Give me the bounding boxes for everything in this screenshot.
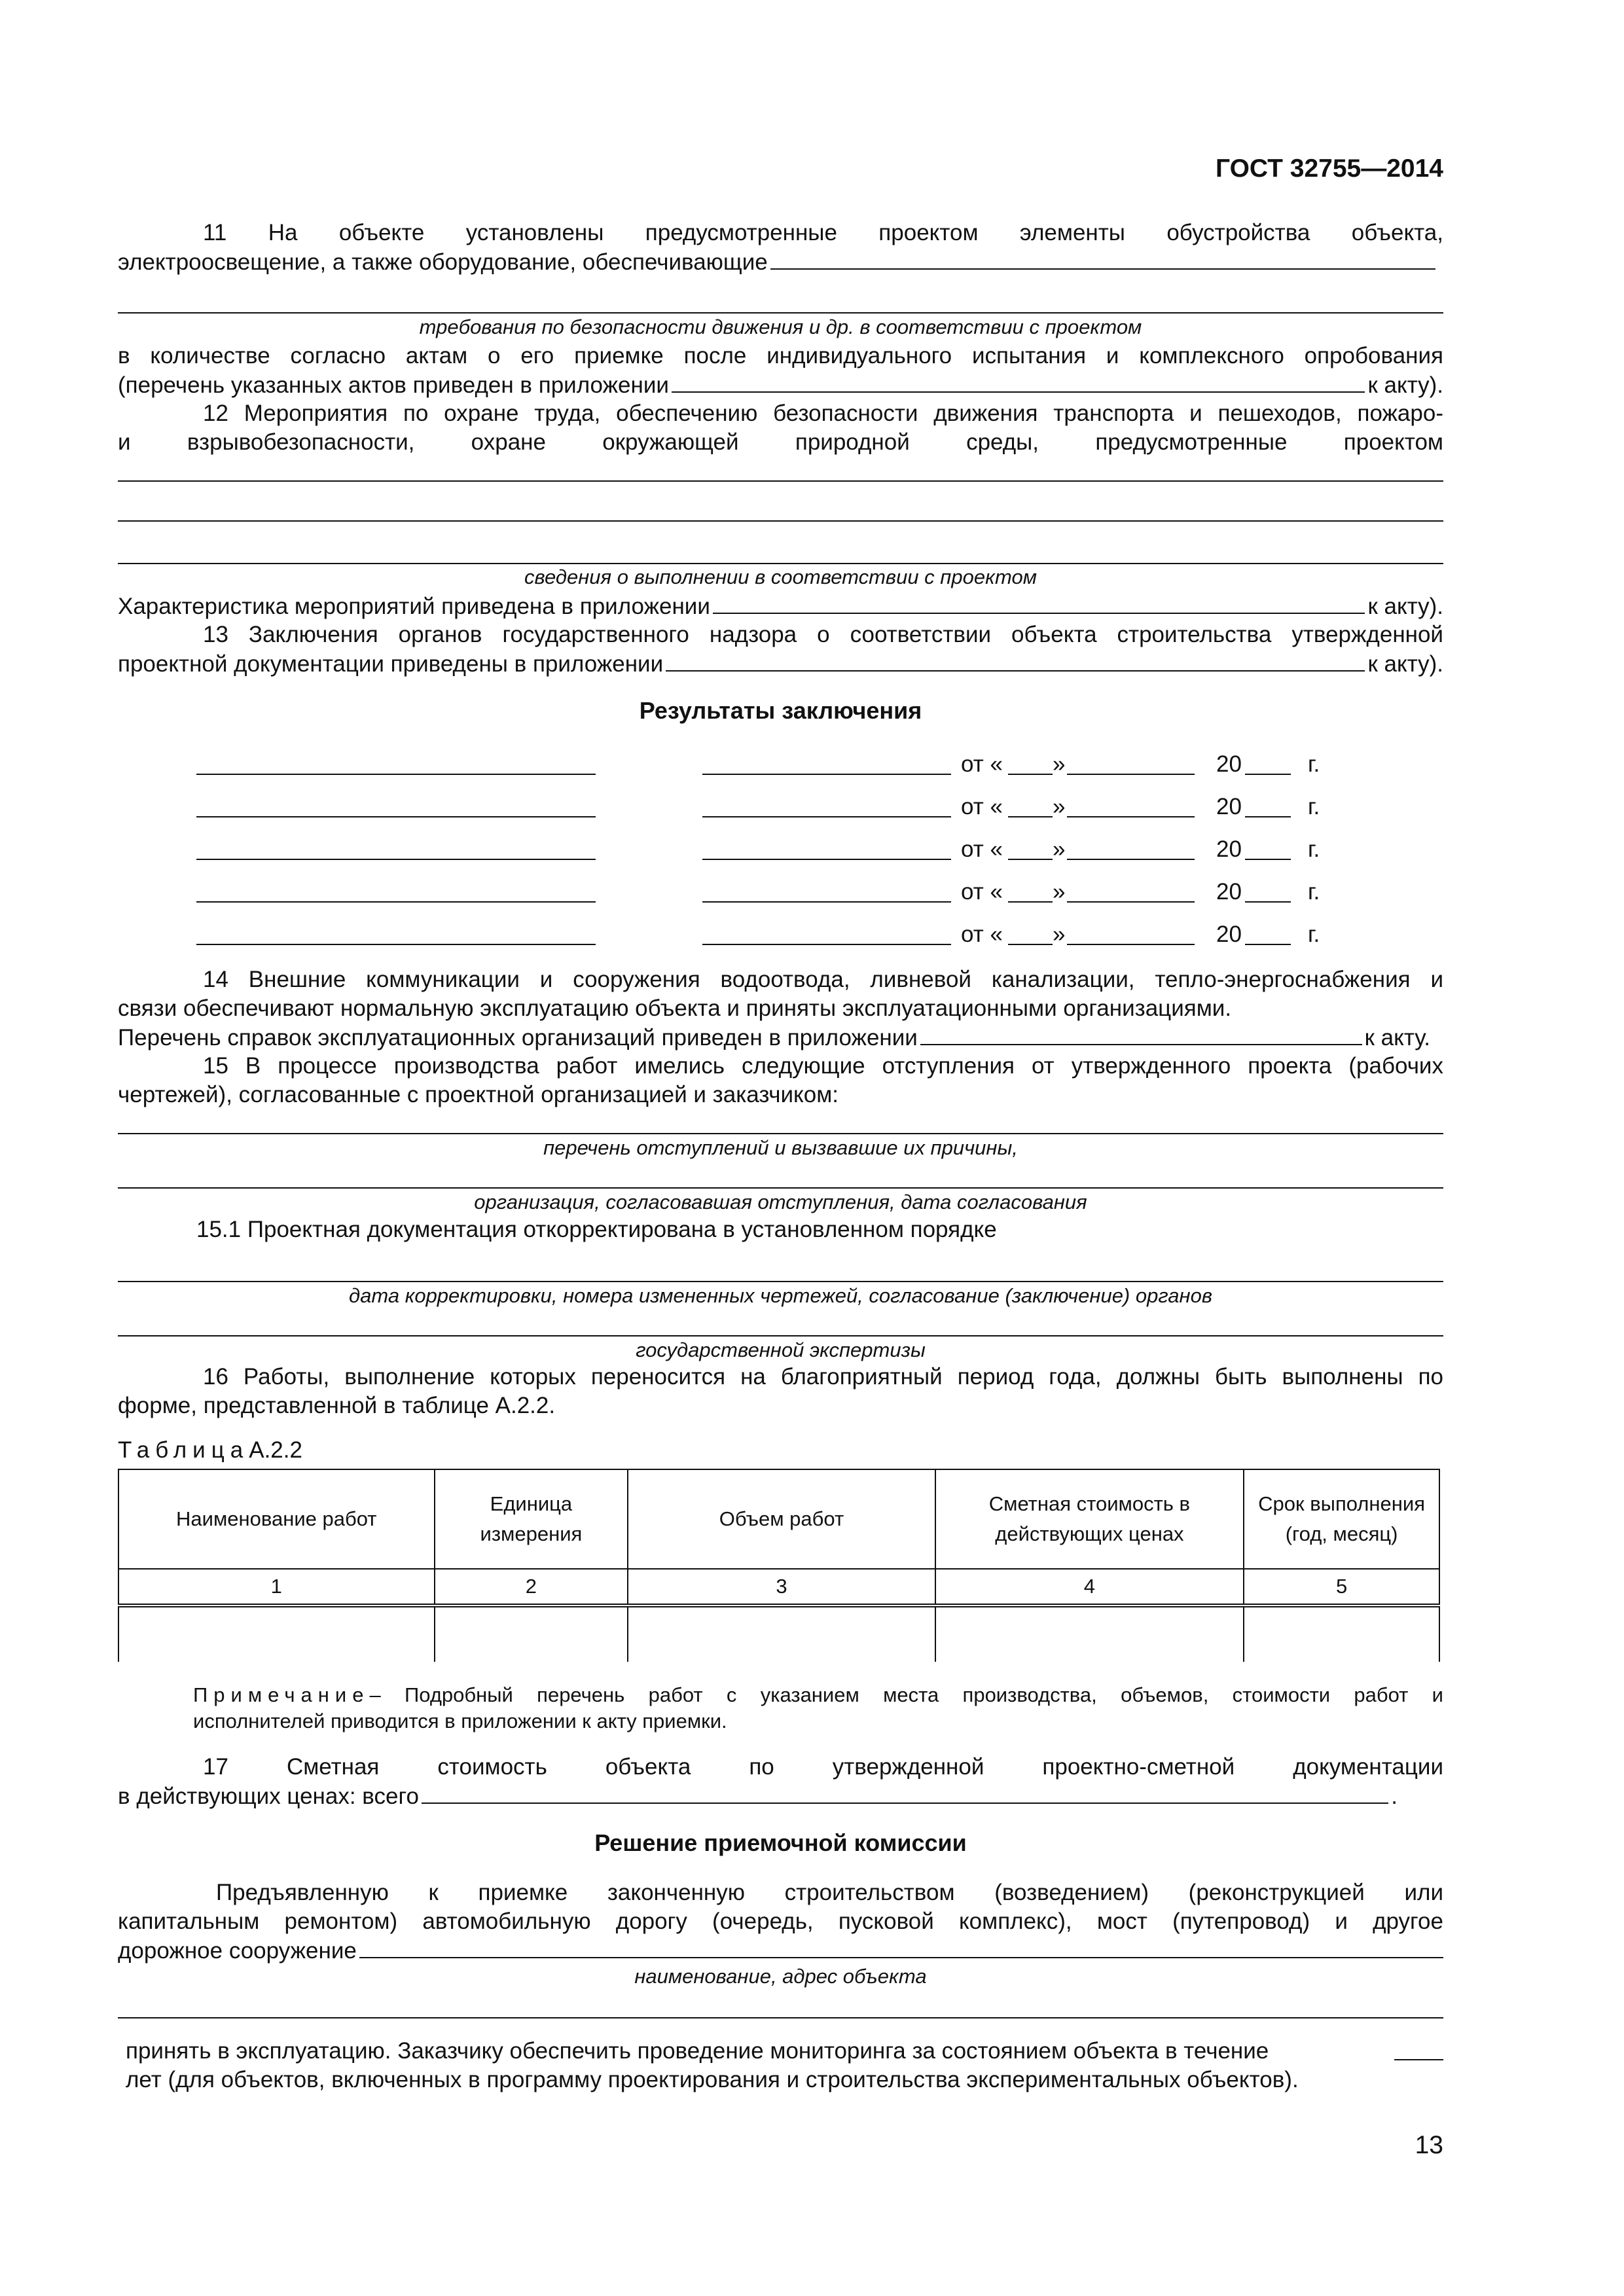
document-page [118, 0, 1443, 2296]
p11-appendix-field[interactable] [672, 370, 1365, 393]
col-number: 1 [118, 1569, 435, 1605]
p15-line2: чертежей), согласованные с проектной организацией и заказчиком: [118, 1082, 839, 1107]
p12-line1: 12 Мероприятия по охране труда, обеспечению безопасности движения транспорта и пешеходов, пожаро- [203, 401, 1443, 426]
result-year-field[interactable] [1245, 753, 1291, 775]
p15-blank-line-1[interactable] [118, 1133, 1443, 1134]
p11-line4: (перечень указанных актов приведен в приложении к акту). [118, 370, 1443, 400]
result-number-field[interactable] [702, 880, 951, 903]
p15-caption-2: организация, согласовавшая отступления, дата согласования [474, 1191, 1087, 1213]
p11-caption: требования по безопасности движения и др. в соответствии с проектом [419, 315, 1142, 338]
decision-line3: дорожное сооружение [118, 1936, 1443, 1965]
result-number-field[interactable] [702, 838, 951, 860]
result-number-field[interactable] [702, 753, 951, 775]
result-month-field[interactable] [1067, 838, 1195, 860]
table-cell[interactable] [628, 1605, 935, 1662]
p11-line1: 11 На объекте установлены предусмотренные проектом элементы обустройства объекта, [203, 220, 1443, 245]
result-month-field[interactable] [1067, 923, 1195, 945]
p13-line1: 13 Заключения органов государственного надзора о соответствии объекта строительства утвержденной [203, 622, 1443, 647]
result-day-field[interactable] [1008, 795, 1053, 817]
decision-caption: наименование, адрес объекта [634, 1965, 927, 1988]
results-row: от « » 20 г. [118, 835, 1443, 864]
p15-line1: 15 В процессе производства работ имелись следующие отступления от утвержденного проекта (рабочих [203, 1053, 1443, 1079]
p14-line3: Перечень справок эксплуатационных организаций приведен в приложении к акту. [118, 1023, 1430, 1052]
table-cell[interactable] [118, 1605, 435, 1662]
p15-1-blank-line-1[interactable] [118, 1281, 1443, 1282]
decision-line2: капитальным ремонтом) автомобильную дорогу (очередь, пусковой комплекс), мост (путепровод) и другое [118, 1909, 1443, 1934]
p16-line1: 16 Работы, выполнение которых переносится на благоприятный период года, должны быть выполнены по [203, 1364, 1443, 1390]
table-number-row [118, 1569, 1439, 1605]
result-month-field[interactable] [1067, 753, 1195, 775]
col-number: 4 [935, 1569, 1244, 1605]
object-name-field[interactable] [359, 1936, 1443, 1958]
table-note-line2: исполнителей приводится в приложении к акту приемки. [193, 1710, 727, 1732]
col-header: Срок выполнения (год, месяц) [1244, 1469, 1439, 1569]
decision-blank-line[interactable] [118, 2017, 1443, 2018]
p12-line2: и взрывобезопасности, охране окружающей природной среды, предусмотренные проектом [118, 429, 1443, 455]
p15-caption-1: перечень отступлений и вызвавшие их причины, [543, 1136, 1018, 1159]
table-cell[interactable] [1244, 1605, 1439, 1662]
p12-blank-line-2[interactable] [118, 520, 1443, 522]
p12-blank-line-3[interactable] [118, 563, 1443, 564]
result-year-field[interactable] [1245, 838, 1291, 860]
p12-blank-line-1[interactable] [118, 480, 1443, 482]
results-heading: Результаты заключения [639, 697, 922, 724]
result-year-field[interactable] [1245, 923, 1291, 945]
result-month-field[interactable] [1067, 880, 1195, 903]
decision-line5: лет (для объектов, включенных в программу проектирования и строительства экспериментальных объектов). [126, 2067, 1299, 2092]
result-year-field[interactable] [1245, 795, 1291, 817]
result-number-field[interactable] [702, 795, 951, 817]
decision-heading: Решение приемочной комиссии [594, 1829, 967, 1856]
result-org-field[interactable] [196, 838, 596, 860]
p12-line3: Характеристика мероприятий приведена в приложении к акту). [118, 592, 1443, 621]
p15-1-blank-line-2[interactable] [118, 1335, 1443, 1336]
result-year-field[interactable] [1245, 880, 1291, 903]
p11-line2: электроосвещение, а также оборудование, обеспечивающие [118, 247, 1438, 277]
result-org-field[interactable] [196, 795, 596, 817]
table-caption: ТаблицаА.2.2 [118, 1437, 302, 1463]
results-row: от « » 20 г. [118, 750, 1443, 779]
p14-appendix-field[interactable] [920, 1023, 1362, 1045]
p12-appendix-field[interactable] [713, 592, 1365, 614]
page-number: 13 [1415, 2131, 1443, 2159]
result-org-field[interactable] [196, 923, 596, 945]
result-day-field[interactable] [1008, 880, 1053, 903]
col-number: 2 [435, 1569, 628, 1605]
col-number: 3 [628, 1569, 935, 1605]
col-header: Наименование работ [118, 1469, 435, 1569]
p14-line2: связи обеспечивают нормальную эксплуатацию объекта и приняты эксплуатационными организациями. [118, 996, 1232, 1021]
p17-line1: 17 Сметная стоимость объекта по утвержденной проектно-сметной документации [203, 1754, 1443, 1780]
col-number: 5 [1244, 1569, 1439, 1605]
results-row: от « » 20 г. [118, 878, 1443, 906]
p16-line2: форме, представленной в таблице А.2.2. [118, 1393, 556, 1418]
table-note-line1: Примечание– Подробный перечень работ с указанием места производства, объемов, стоимости работ и [193, 1683, 1443, 1706]
p11-fill-1[interactable] [770, 247, 1435, 270]
result-day-field[interactable] [1008, 753, 1053, 775]
p13-line2: проектной документации приведены в приложении к акту). [118, 649, 1443, 679]
result-org-field[interactable] [196, 753, 596, 775]
result-day-field[interactable] [1008, 838, 1053, 860]
works-table [118, 1469, 1440, 1662]
result-day-field[interactable] [1008, 923, 1053, 945]
result-month-field[interactable] [1067, 795, 1195, 817]
decision-line4: принять в эксплуатацию. Заказчику обеспечить проведение мониторинга за состоянием объекта в течение [126, 2038, 1269, 2064]
p14-line1: 14 Внешние коммуникации и сооружения водоотвода, ливневой канализации, тепло-энергоснабжения и [203, 967, 1443, 992]
table-header-row [118, 1469, 1439, 1569]
p15-1-caption-1: дата корректировки, номера измененных чертежей, согласование (заключение) органов [348, 1284, 1213, 1307]
p13-appendix-field[interactable] [666, 649, 1365, 672]
p12-caption: сведения о выполнении в соответствии с проектом [524, 565, 1038, 588]
p15-blank-line-2[interactable] [118, 1187, 1443, 1189]
p15-1-caption-2: государственной экспертизы [636, 1338, 926, 1361]
document-id: ГОСТ 32755—2014 [1216, 154, 1443, 183]
p17-line2: в действующих ценах: всего . [118, 1782, 1398, 1811]
table-cell[interactable] [935, 1605, 1244, 1662]
result-number-field[interactable] [702, 923, 951, 945]
result-org-field[interactable] [196, 880, 596, 903]
monitoring-years-field[interactable] [1394, 2038, 1443, 2060]
col-header: Объем работ [628, 1469, 935, 1569]
table-cell[interactable] [435, 1605, 628, 1662]
col-header: Сметная стоимость в действующих ценах [935, 1469, 1244, 1569]
table-row [118, 1605, 1439, 1662]
p17-total-field[interactable] [422, 1782, 1388, 1804]
results-row: от « » 20 г. [118, 793, 1443, 821]
p11-blank-line[interactable] [118, 312, 1443, 314]
p15-1-line1: 15.1 Проектная документация откорректирована в установленном порядке [196, 1217, 997, 1242]
col-header: Единица измерения [435, 1469, 628, 1569]
decision-line1: Предъявленную к приемке законченную строительством (возведением) (реконструкцией или [216, 1880, 1443, 1905]
p11-line3: в количестве согласно актам о его приемке после индивидуального испытания и комплексного опробования [118, 343, 1443, 368]
results-row: от « » 20 г. [118, 920, 1443, 949]
